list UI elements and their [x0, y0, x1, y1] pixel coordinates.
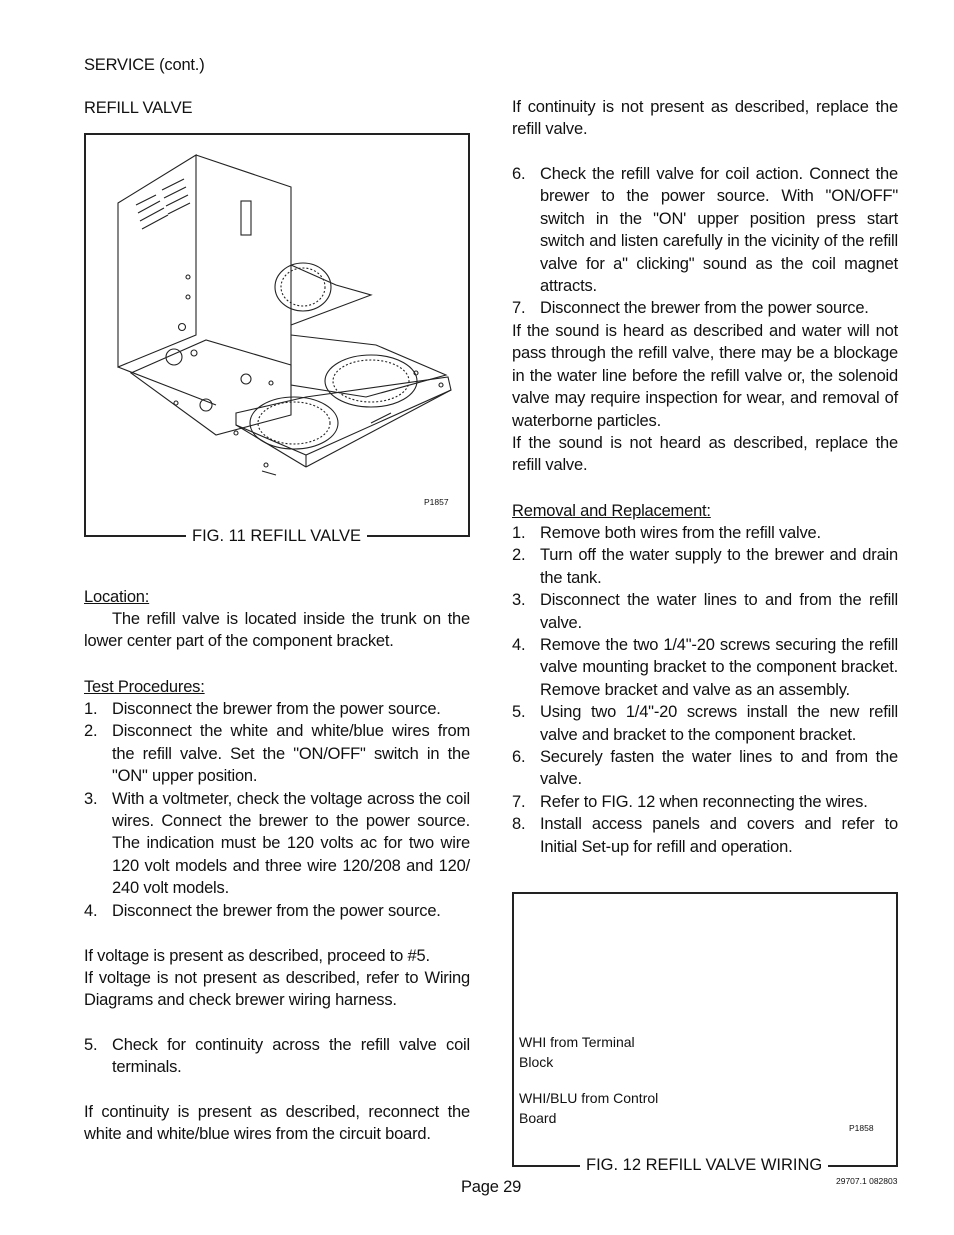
refill-valve-drawing [86, 135, 468, 535]
section-title: REFILL VALVE [84, 99, 193, 117]
list-item: 4. Remove the two 1/4"-20 screws securing the refill valve mounting bracket to the component bracket. Remove bracket and valve as an assembly. [512, 636, 898, 699]
continuity-present-text: If continuity is present as described, reconnect the white and white/blue wires from the circuit board. [84, 1103, 470, 1144]
voltage-present-text: If voltage is present as described, proceed to #5. [84, 947, 430, 965]
list-item: 1. Disconnect the brewer from the power source. [84, 700, 441, 718]
list-item: 6. Check the refill valve for coil action. Connect the brewer to the power source. With "ON/OFF" switch in the "ON' upper position press start switch and listen carefully in the vicinity of the refill valve for a" clicking" sound as the coil magnet attracts. [512, 165, 898, 296]
page-number: Page 29 [461, 1178, 522, 1196]
figure-12 [512, 892, 898, 1167]
figure-12-caption: FIG. 12 REFILL VALVE WIRING [580, 1155, 828, 1175]
sound-not-heard-text: If the sound is not heard as described, replace the refill valve. [512, 434, 898, 475]
list-item: 2. Turn off the water supply to the brewer and drain the tank. [512, 546, 898, 587]
figure-11-code: P1857 [424, 497, 449, 507]
list-item: 7. Refer to FIG. 12 when reconnecting the wires. [512, 792, 868, 811]
list-item: 7. Disconnect the brewer from the power source. [512, 299, 869, 318]
list-item: 3. With a voltmeter, check the voltage across the coil wires. Connect the brewer to the power source. The indication must be 120 volts ac for two wire 120 volt models and three wire 120/208 and 120/ 240 volt models. [84, 789, 470, 898]
list-item: 4. Disconnect the brewer from the power source. [84, 901, 441, 920]
list-item: 2. Disconnect the white and white/blue wires from the refill valve. Set the "ON/OFF" switch in the "ON" upper position. [84, 722, 470, 786]
test-steps-list [84, 698, 470, 922]
list-item: 3. Disconnect the water lines to and from the refill valve. [512, 591, 898, 632]
test-steps-b-list [512, 163, 898, 320]
list-item: 6. Securely fasten the water lines to and from the valve. [512, 748, 898, 789]
sound-heard-text: If the sound is heard as described and water will not pass through the refill valve, there may be a blockage in the water line before the refill valve or, the solenoid valve may require inspection for wear, and removal of waterborne particles. [512, 322, 898, 430]
list-item: 5. Check for continuity across the refill valve coil terminals. [84, 1036, 470, 1077]
voltage-absent-text: If voltage is not present as described, refer to Wiring Diagrams and check brewer wiring harness. [84, 969, 470, 1010]
list-item: 1. Remove both wires from the refill valve. [512, 524, 821, 542]
continuity-absent-text: If continuity is not present as described, replace the refill valve. [512, 98, 898, 139]
wiring-label-terminal-block: WHI from Terminal Block [519, 1034, 635, 1070]
removal-heading: Removal and Replacement: [512, 502, 711, 520]
figure-11 [84, 133, 470, 537]
removal-steps-list [512, 522, 898, 858]
figure-11-caption: FIG. 11 REFILL VALVE [186, 526, 367, 546]
figure-12-code: P1858 [849, 1123, 874, 1133]
list-item: 8. Install access panels and covers and refer to Initial Set-up for refill and operation. [512, 815, 898, 856]
list-item: 5. Using two 1/4"-20 screws install the new refill valve and bracket to the component bracket. [512, 703, 898, 744]
test-step-5 [84, 1034, 470, 1079]
location-heading: Location: [84, 588, 150, 606]
wiring-label-control-board: WHI/BLU from Control Board [519, 1090, 659, 1126]
location-text: The refill valve is located inside the trunk on the lower center part of the component bracket. [84, 610, 470, 651]
document-code: 29707.1 082803 [836, 1176, 898, 1186]
test-procedures-heading: Test Procedures: [84, 678, 205, 696]
page-header: SERVICE (cont.) [84, 56, 205, 74]
